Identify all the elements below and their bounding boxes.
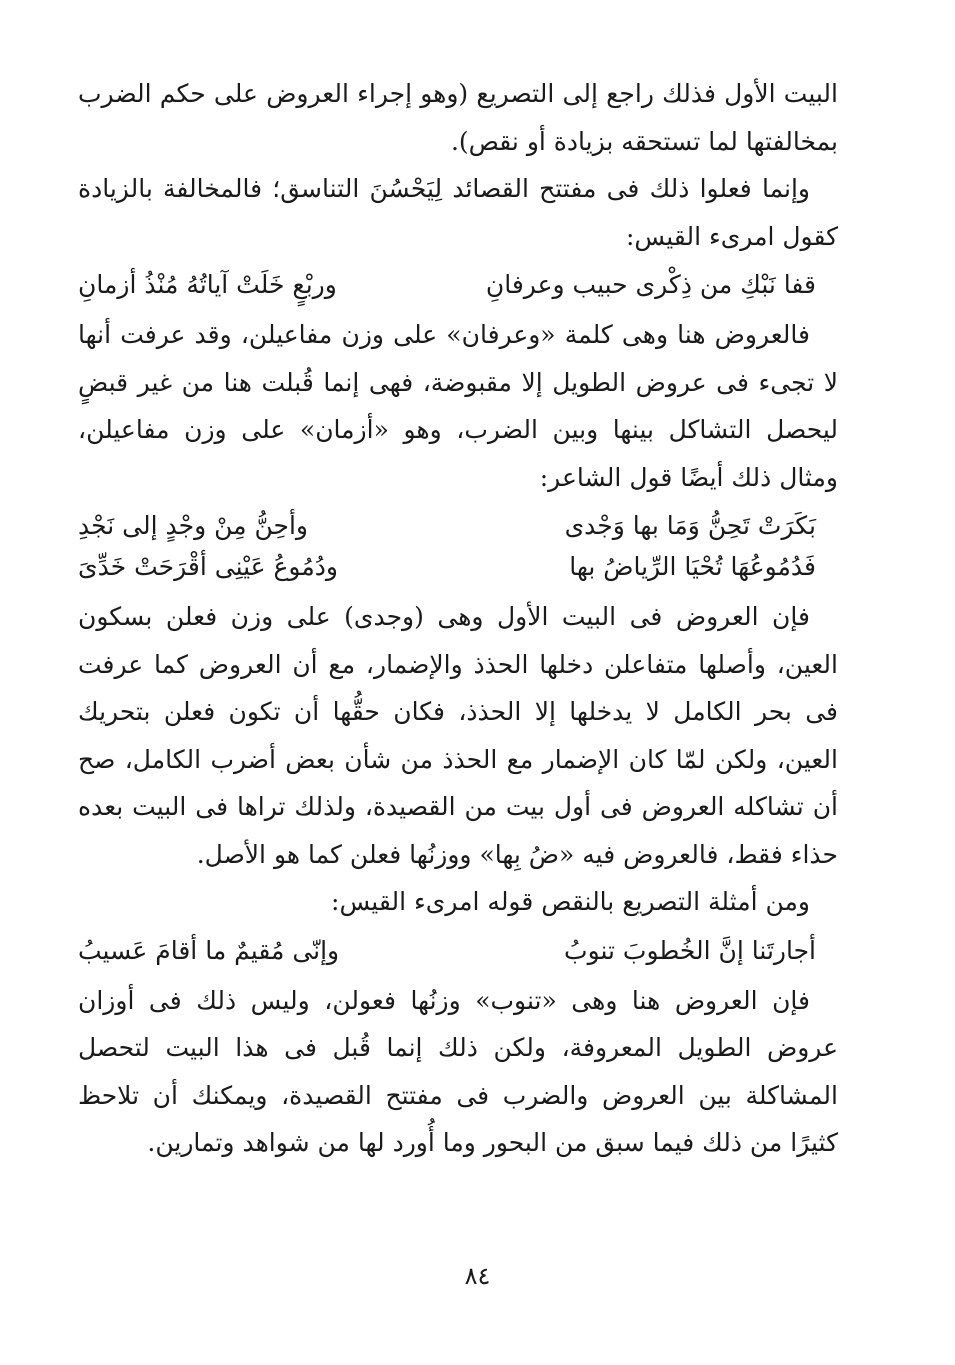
verse-second-hemistich: ودُمُوعُ عَيْنِى أقْرَحَتْ خَدِّىَ xyxy=(78,552,338,581)
verse-second-hemistich: وربْعٍ خَلَتْ آياتُهُ مُنْذُ أزمانِ xyxy=(78,270,337,299)
verse-first-hemistich: فَدُمُوعُهَا تُحْيَا الرِّياضُ بها xyxy=(569,552,816,581)
verse-line xyxy=(78,546,838,587)
verse-second-hemistich: وأحِنُّ مِنْ وجْدٍ إلى نَجْدِ xyxy=(78,511,308,540)
verse-block-poet xyxy=(78,505,838,587)
paragraph-tasri-reason: وإنما فعلوا ذلك فى مفتتح القصائد لِيَحْسُنَ التناسق؛ فالمخالفة بالزيادة كقول امرىء القيس: xyxy=(78,174,838,251)
page-body xyxy=(78,70,838,1167)
verse-block-imru-alqais-1 xyxy=(78,264,838,305)
verse-second-hemistich: وإنّى مُقيمٌ ما أقامَ عَسيبُ xyxy=(78,935,340,965)
verse-line xyxy=(78,264,838,305)
verse-line xyxy=(78,505,838,546)
verse-first-hemistich: بَكَرَتْ تَحِنُّ وَمَا بها وَجْدى xyxy=(564,511,816,540)
verse-first-hemistich: أجارتَنا إنَّ الخُطوبَ تنوبُ xyxy=(564,935,816,965)
paragraph-explanation-1: فالعروض هنا وهى كلمة «وعرفان» على وزن مفاعيلن، وقد عرفت أنها لا تجىء فى عروض الطويل إلا مقبوضة، فهى إنما قُبلت هنا من غير قبضٍ ليحصل التشاكل بينها وبين الضرب، وهو «أزمان» على وزن مفاعيلن، ومثال ذلك أيضًا قول الشاعر: xyxy=(78,320,838,492)
paragraph-intro: البيت الأول فذلك راجع إلى التصريع (وهو إجراء العروض على حكم الضرب بمخالفتها لما تستحقه بزيادة أو نقص). xyxy=(78,79,838,156)
verse-line xyxy=(78,930,838,971)
paragraph-explanation-3: فإن العروض هنا وهى «تنوب» وزنُها فعولن، وليس ذلك فى أوزان عروض الطويل المعروفة، ولكن ذلك إنما قُبل فى هذا البيت لتحصل المشاكلة بين العروض والضرب فى مفتتح القصيدة، ويمكنك أن تلاحظ كثيرًا من ذلك فيما سبق من البحور وما أُورد لها من شواهد وتمارين. xyxy=(78,985,838,1157)
verse-first-hemistich: قفا نَبْكِ من ذِكْرى حبيب وعرفانِ xyxy=(485,270,816,299)
verse-block-imru-alqais-2 xyxy=(78,930,838,971)
page-number: ٨٤ xyxy=(464,1262,491,1290)
paragraph-explanation-2: فإن العروض فى البيت الأول وهى (وجدى) على وزن فعلن بسكون العين، وأصلها متفاعلن دخلها الحذذ والإضمار، مع أن العروض كما عرفت فى بحر الكامل لا يدخلها إلا الحذذ، فكان حقُّها أن تكون فعلن بتحريك العين، ولكن لمّا كان الإضمار مع الحذذ من شأن بعض أضرب الكامل، صح أن تشاكله العروض فى أول بيت من القصيدة، ولذلك تراها فى البيت بعده حذاء فقط، فالعروض فيه «ضُ بِها» ووزنُها فعلن كما هو الأصل. xyxy=(78,602,838,869)
paragraph-naqs-intro: ومن أمثلة التصريع بالنقص قوله امرىء القيس: xyxy=(331,887,810,916)
